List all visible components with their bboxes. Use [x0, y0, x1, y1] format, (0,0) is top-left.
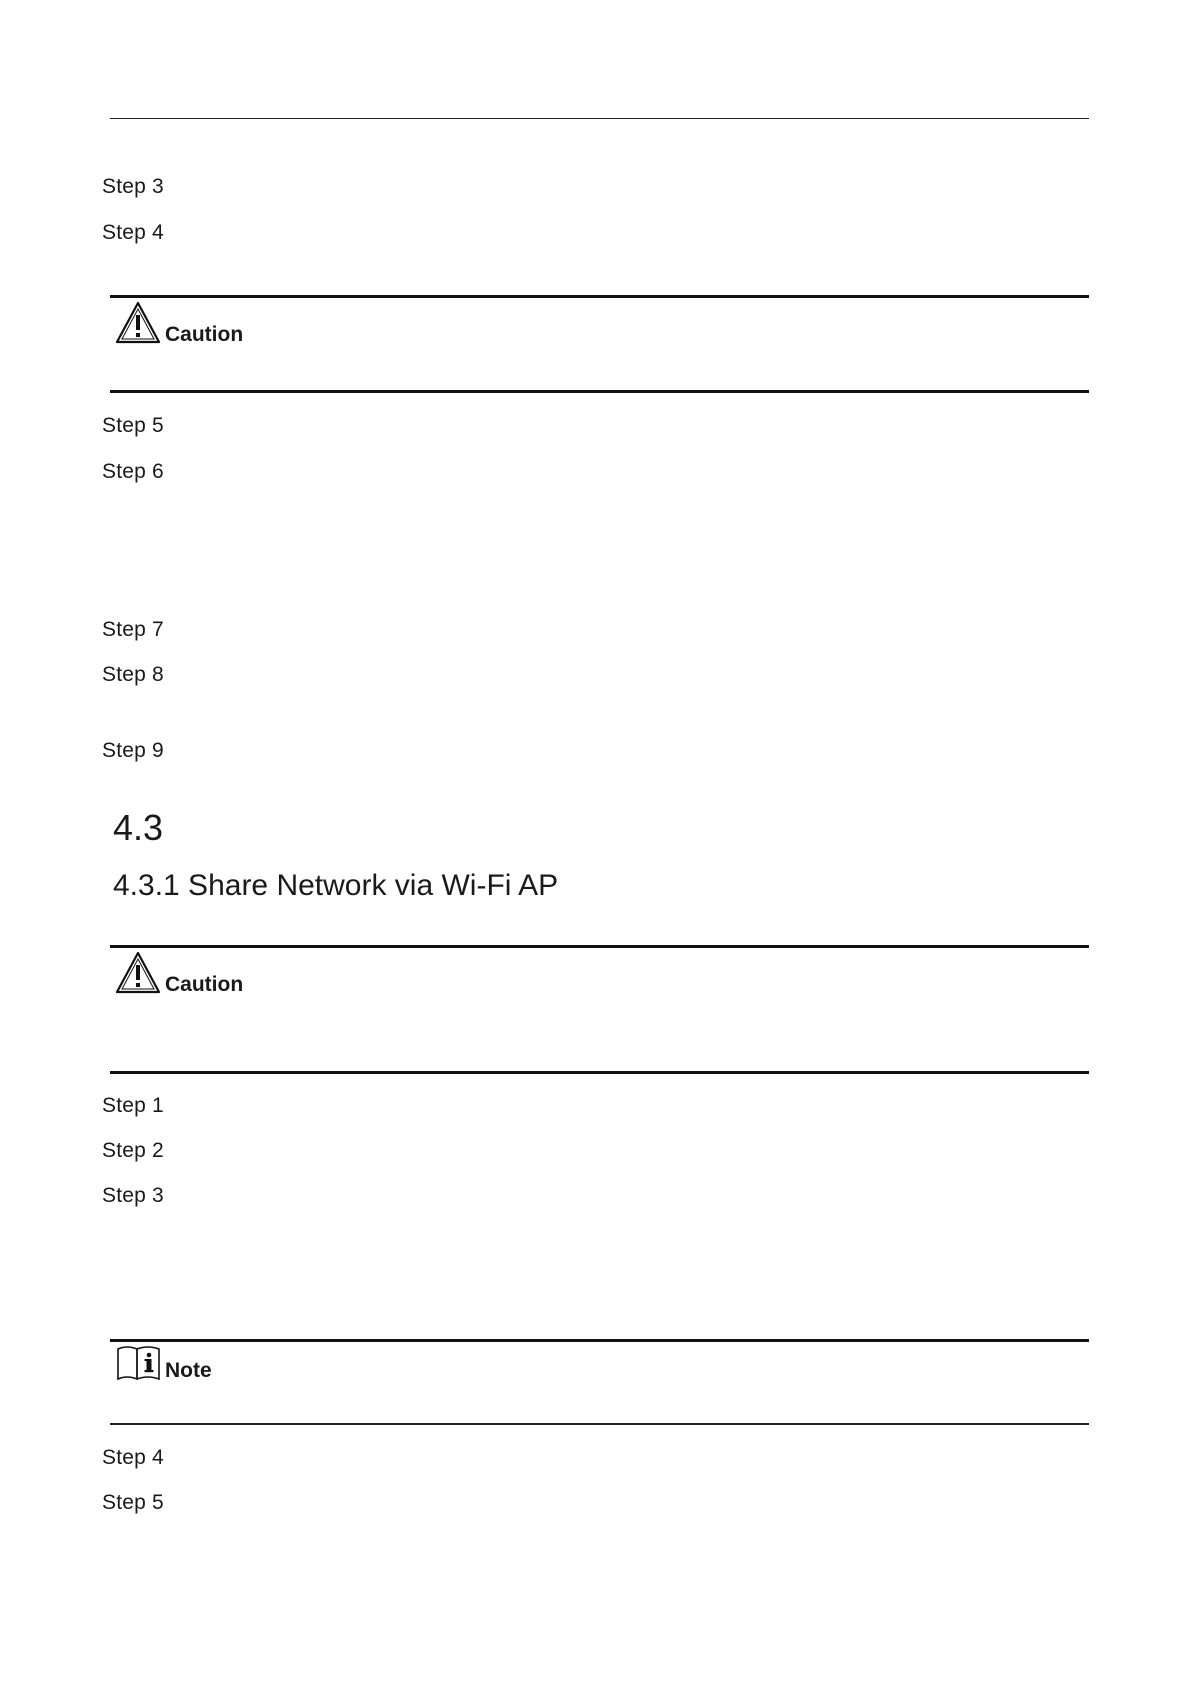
step-label: Step 4 [102, 1446, 164, 1469]
header-rule [110, 118, 1089, 119]
caution-top-rule [110, 945, 1089, 948]
step-label: Step 8 [102, 663, 164, 686]
step-label: Step 1 [102, 1094, 164, 1117]
step-label: Step 3 [102, 175, 164, 198]
step-label: Step 3 [102, 1184, 164, 1207]
section-heading: 4.3 [113, 807, 164, 848]
step-label: Step 6 [102, 460, 164, 483]
warning-triangle-icon [115, 300, 161, 344]
step-label: Step 7 [102, 618, 164, 641]
note-book-icon [115, 1343, 163, 1383]
step-label: Step 5 [102, 414, 164, 437]
caution-label: Caution [165, 323, 244, 346]
step-label: Step 5 [102, 1491, 164, 1514]
caution-bottom-rule [110, 1071, 1089, 1074]
caution-label: Caution [165, 973, 244, 996]
step-label: Step 2 [102, 1139, 164, 1162]
note-label: Note [165, 1359, 212, 1382]
note-top-rule [110, 1339, 1089, 1342]
caution-bottom-rule [110, 390, 1089, 393]
note-bottom-rule [110, 1423, 1089, 1425]
step-label: Step 4 [102, 221, 164, 244]
subsection-heading: 4.3.1 Share Network via Wi-Fi AP [113, 869, 559, 902]
caution-top-rule [110, 295, 1089, 298]
step-label: Step 9 [102, 739, 164, 762]
warning-triangle-icon [115, 950, 161, 994]
